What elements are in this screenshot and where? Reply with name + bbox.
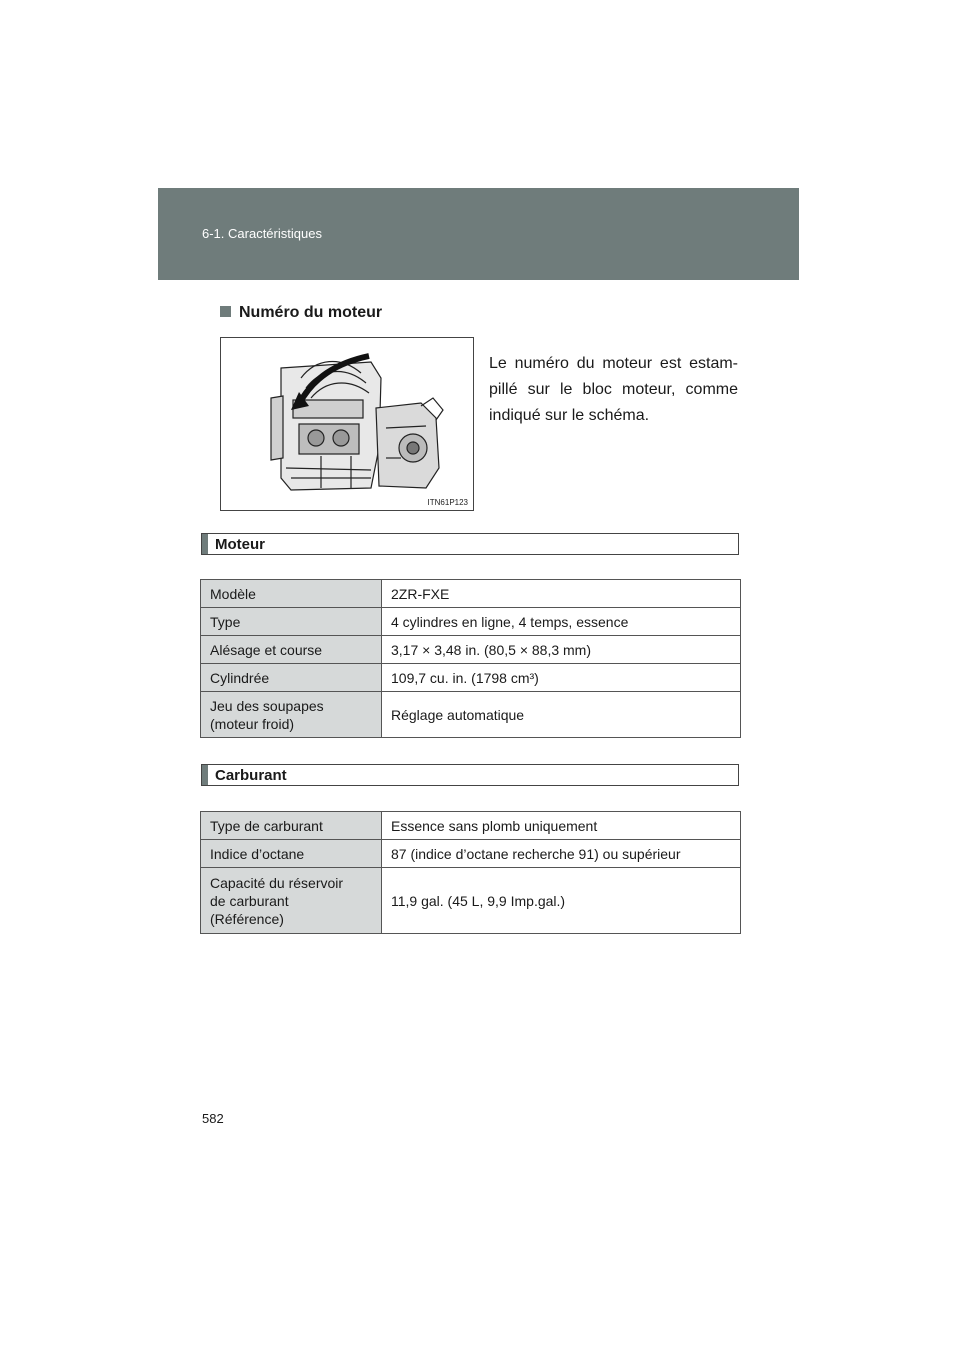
engine-illustration <box>220 337 474 511</box>
table-row <box>201 840 741 868</box>
table-row <box>201 608 741 636</box>
row-value: 109,7 cu. in. (1798 cm³) <box>382 664 741 692</box>
row-key: Indice d’octane <box>201 840 382 868</box>
row-value: Réglage automatique <box>382 692 741 738</box>
moteur-section-title: Moteur <box>215 536 265 553</box>
table-row <box>201 868 741 934</box>
section-marker <box>202 534 208 554</box>
section-label: 6-1. Caractéristiques <box>202 226 322 241</box>
moteur-section-bar <box>201 533 739 555</box>
carburant-table <box>200 811 741 934</box>
table-row <box>201 812 741 840</box>
engine-drawing <box>221 338 473 510</box>
moteur-table <box>200 579 741 738</box>
row-value: 4 cylindres en ligne, 4 temps, essence <box>382 608 741 636</box>
engine-number-text: Le numéro du moteur est estam-pillé sur le bloc moteur, comme indiqué sur le schéma. <box>489 355 738 424</box>
row-key: Modèle <box>201 580 382 608</box>
row-key: Type <box>201 608 382 636</box>
row-value: 3,17 × 3,48 in. (80,5 × 88,3 mm) <box>382 636 741 664</box>
table-row <box>201 636 741 664</box>
row-value: 87 (indice d’octane recherche 91) ou supérieur <box>382 840 741 868</box>
row-key: Type de carburant <box>201 812 382 840</box>
carburant-section-bar <box>201 764 739 786</box>
row-key: Jeu des soupapes (moteur froid) <box>201 692 382 738</box>
figure-code: ITN61P123 <box>427 498 468 507</box>
engine-number-heading-text: Numéro du moteur <box>239 304 383 321</box>
section-marker <box>202 765 208 785</box>
row-value: 11,9 gal. (45 L, 9,9 Imp.gal.) <box>382 868 741 934</box>
row-key: Cylindrée <box>201 664 382 692</box>
table-row <box>201 664 741 692</box>
square-bullet-icon <box>220 306 231 317</box>
row-value: Essence sans plomb uniquement <box>382 812 741 840</box>
table-row <box>201 580 741 608</box>
engine-number-heading <box>220 304 382 322</box>
row-value: 2ZR-FXE <box>382 580 741 608</box>
page-number: 582 <box>202 1111 224 1126</box>
table-row <box>201 692 741 738</box>
row-key: Alésage et course <box>201 636 382 664</box>
row-key: Capacité du réservoir de carburant (Référence) <box>201 868 382 934</box>
carburant-section-title: Carburant <box>215 767 287 784</box>
